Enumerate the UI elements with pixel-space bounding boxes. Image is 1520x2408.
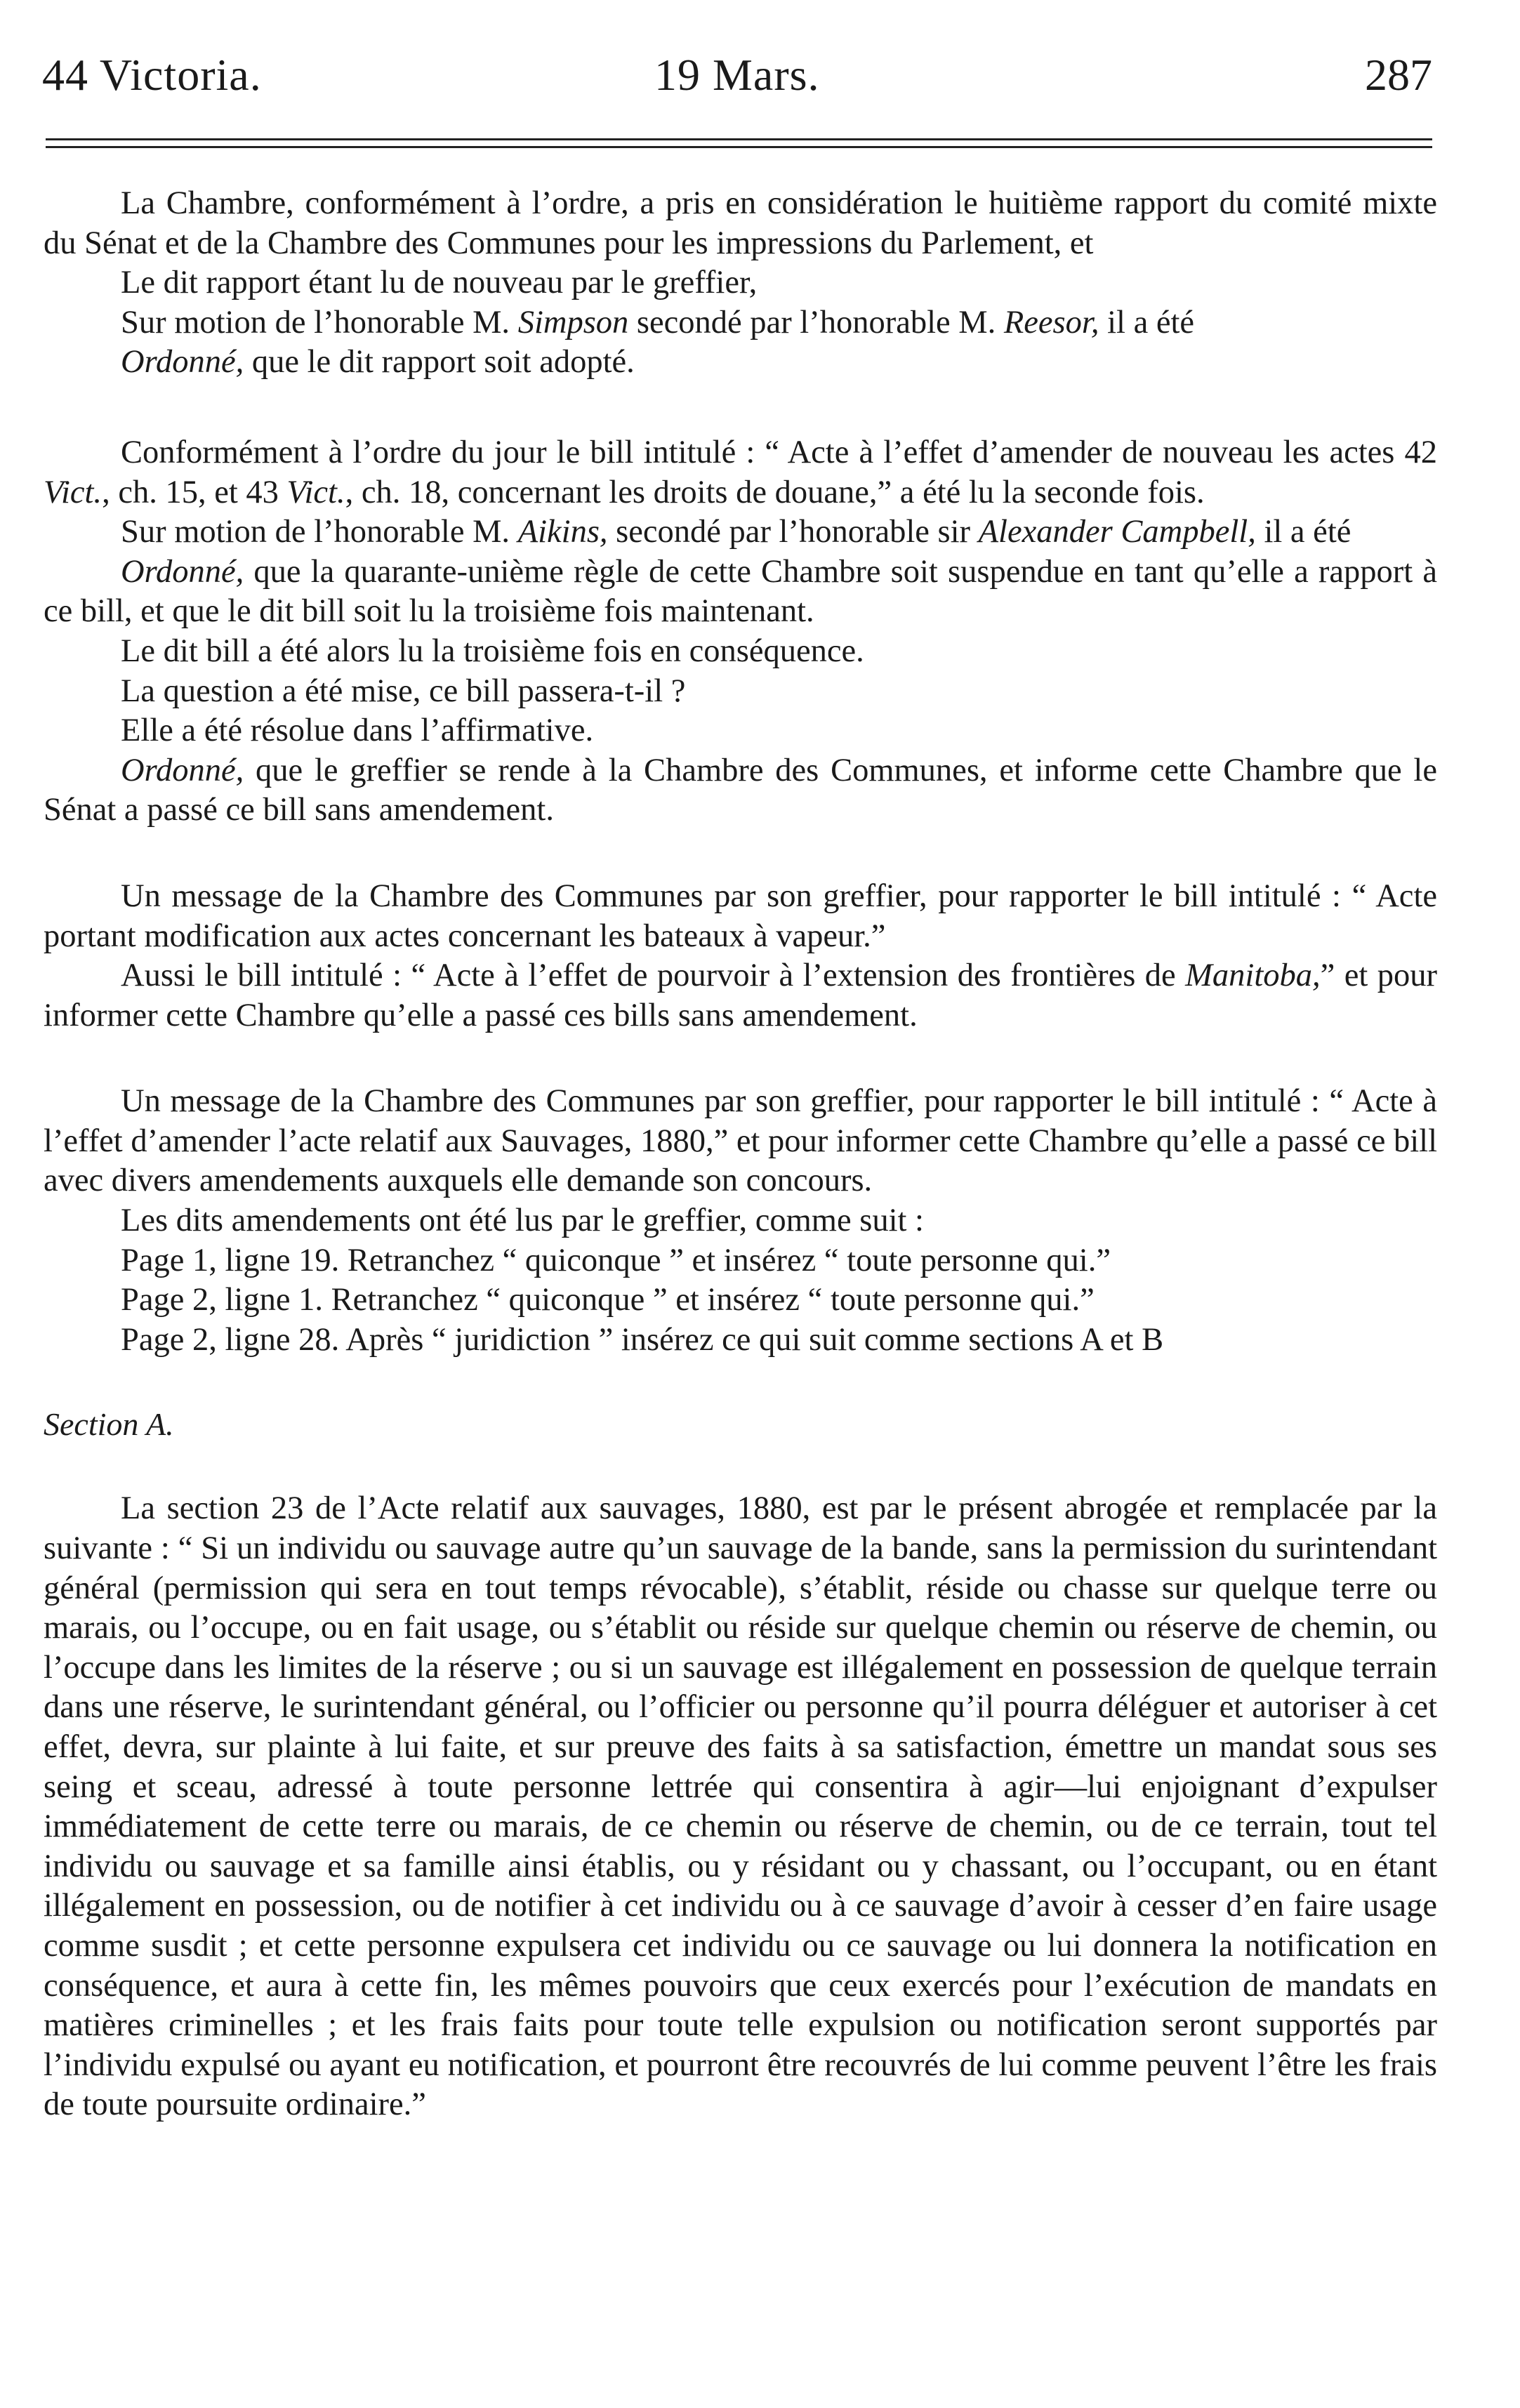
spacer	[44, 1444, 1437, 1489]
paragraph: Les dits amendements ont été lus par le greffier, comme suit :	[121, 1203, 924, 1239]
amendment-line: Page 2, ligne 28. Après “ juridiction ” insérez ce qui suit comme sections A et B	[121, 1321, 1164, 1358]
paragraph: Elle a été résolue dans l’affirmative.	[121, 713, 594, 749]
header-rule-bottom	[46, 146, 1432, 148]
paragraph: Ordonné, que le greffier se rende à la Chambre des Communes, et informe cette Chambre que le Sénat a passé ce bill sans amendement.	[44, 752, 1437, 828]
paragraph: La Chambre, conformément à l’ordre, a pris en considération le huitième rapport du comité mixte du Sénat et de la Chambre des Communes pour les impressions du Parlement, et	[44, 185, 1437, 261]
paragraph: Ordonné, que la quarante-unième règle de cette Chambre soit suspendue en tant qu’elle a rapport à ce bill, et que le dit bill soit lu la troisième fois maintenant.	[44, 553, 1437, 630]
paragraph: Aussi le bill intitulé : “ Acte à l’effet de pourvoir à l’extension des frontières de Manitoba,” et pour informer cette Chambre qu’elle a passé ces bills sans amendement.	[44, 958, 1437, 1033]
running-header	[42, 44, 1432, 107]
header-date: 19 Mars.	[654, 50, 820, 100]
amendment-line: Page 1, ligne 19. Retranchez “ quiconque ” et insérez “ toute personne qui.”	[121, 1242, 1111, 1278]
spacer	[44, 1360, 1437, 1405]
header-rule-top	[46, 138, 1432, 140]
paragraph: Conformément à l’ordre du jour le bill intitulé : “ Acte à l’effet d’amender de nouveau les actes 42 Vict., ch. 15, et 43 Vict., ch. 18, concernant les droits de douane,” a été lu la seconde fois.	[44, 434, 1437, 510]
paragraph: Sur motion de l’honorable M. Aikins, secondé par l’honorable sir Alexander Campbell, il a été	[121, 514, 1352, 550]
paragraph: La section 23 de l’Acte relatif aux sauvages, 1880, est par le présent abrogée et remplacée par la suivante : “ Si un individu ou sauvage autre qu’un sauvage de la bande, sans la permission du surintendant général (permission qui sera en tout temps révocable), s’établit, réside ou chasse sur quelque terre ou marais, ou l’occupe, ou en fait usage, ou s’établit ou réside sur quelque chemin ou réserve de chemin, ou l’occupe dans les limites de la réserve ; ou si un sauvage est illégalement en possession de quelque terrain dans une réserve, le surintendant général, ou l’officier ou personne qu’il pourra déléguer et autoriser à cet effet, devra, sur plainte à lui faite, et sur preuve des faits à sa satisfaction, émettre un mandat sous ses seing et sceau, adressé à toute personne lettrée qui consentira à agir—lui enjoignant d’expulser immédiatement de cette terre ou marais, de ce chemin ou réserve de chemin, ou de ce terrain, tout tel individu ou sauvage et sa famille ainsi établis, ou y résidant ou y chassant, ou l’occupant, ou en étant illégalement en possession, ou de notifier à cet individu ou à ce sauvage d’avoir à cesser d’en faire usage comme susdit ; et cette personne expulsera cet individu ou ce sauvage ou lui donnera la notification en conséquence, et aura à cette fin, les mêmes pouvoirs que ceux exercés pour l’exécution de mandats en matières criminelles ; et les frais faits pour toute telle expulsion ou notification seront supportés par l’individu expulsé ou ayant eu notification, et pourront être recouvrés de lui comme peuvent l’être les frais de toute poursuite ordinaire.”	[44, 1490, 1437, 2123]
paragraph: Le dit rapport étant lu de nouveau par le greffier,	[121, 265, 758, 301]
section-heading: Section A.	[44, 1406, 174, 1443]
paragraph: Un message de la Chambre des Communes par son greffier, pour rapporter le bill intitulé : “ Acte à l’effet d’amender l’acte relatif aux Sauvages, 1880,” et pour informer cette Chambre qu’elle a passé ce bill avec divers amendements auxquels elle demande son concours.	[44, 1083, 1437, 1199]
page-number: 287	[1365, 50, 1432, 100]
paragraph: Ordonné, que le dit rapport soit adopté.	[121, 344, 635, 381]
paragraph: Le dit bill a été alors lu la troisième fois en conséquence.	[121, 633, 864, 669]
paragraph: Sur motion de l’honorable M. Simpson secondé par l’honorable M. Reesor, il a été	[121, 304, 1195, 340]
header-regnal-year: 44 Victoria.	[42, 50, 262, 100]
spacer	[44, 383, 1437, 433]
page-body	[44, 184, 1437, 2125]
paragraph: La question a été mise, ce bill passera-t-il ?	[121, 673, 686, 709]
spacer	[44, 831, 1437, 877]
spacer	[44, 1036, 1437, 1082]
paragraph: Un message de la Chambre des Communes par son greffier, pour rapporter le bill intitulé : “ Acte portant modification aux actes concernant les bateaux à vapeur.”	[44, 878, 1437, 954]
amendment-line: Page 2, ligne 1. Retranchez “ quiconque ” et insérez “ toute personne qui.”	[121, 1282, 1095, 1318]
